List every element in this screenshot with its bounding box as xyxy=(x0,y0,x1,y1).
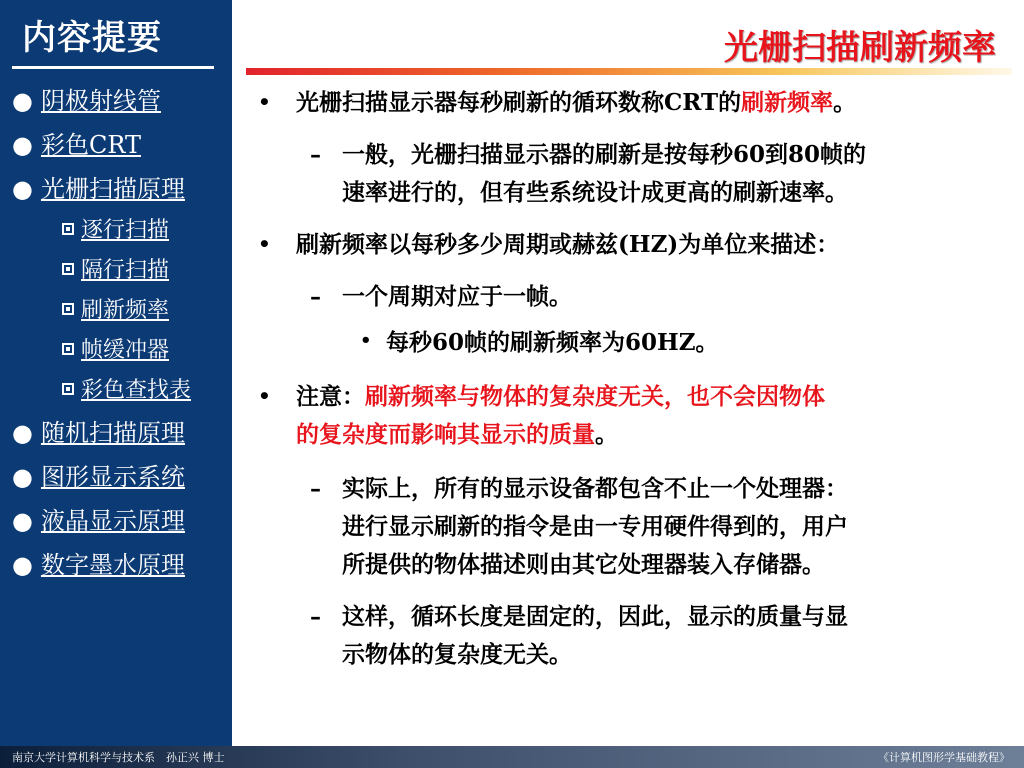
nav-item-random-scan[interactable] xyxy=(12,418,185,448)
point-3-sub-1-line-1: 实际上，所有的显示设备都包含不止一个处理器： xyxy=(342,475,848,502)
point-3-sub-1-line-2: 进行显示刷新的指令是由一专用硬件得到的，用户 xyxy=(342,513,848,540)
nav-item-cathode-ray-tube[interactable] xyxy=(12,86,161,116)
nav-item-color-crt[interactable] xyxy=(12,130,141,160)
bullet-dot-icon: ● xyxy=(12,463,33,491)
point-3-highlight: 刷新频率与物体的复杂度无关，也不会因物体 xyxy=(365,383,825,410)
nav-item-label: 阴极射线管 xyxy=(40,87,161,115)
square-bullet-icon xyxy=(62,263,74,275)
point-1-end: 。 xyxy=(833,89,857,116)
point-3-sub-2-line-2: 示物体的复杂度无关。 xyxy=(342,641,572,668)
nav-sub-color-lookup-table[interactable] xyxy=(62,377,191,405)
footer-bar xyxy=(0,746,1024,768)
point-1-text: 光栅扫描显示器每秒刷新的循环数称CRT的 xyxy=(296,89,742,116)
nav-item-label: 随机扫描原理 xyxy=(40,419,185,447)
footer-author: 南京大学计算机科学与技术系 孙正兴 博士 xyxy=(12,751,225,764)
nav-item-label: 光栅扫描原理 xyxy=(40,175,185,203)
nav-item-label: 图形显示系统 xyxy=(40,463,185,491)
nav-item-label: 彩色CRT xyxy=(40,131,141,159)
sidebar-title: 内容提要 xyxy=(22,18,162,58)
square-bullet-icon xyxy=(62,223,74,235)
point-3-sub-1-line-3: 所提供的物体描述则由其它处理器装入存储器。 xyxy=(342,551,825,578)
point-1-sub-line-2: 速率进行的，但有些系统设计成更高的刷新速率。 xyxy=(342,179,848,206)
nav-sub-label: 隔行扫描 xyxy=(81,258,170,283)
nav-sub-interlaced-scan[interactable] xyxy=(62,257,169,285)
bullet-dot-icon: ● xyxy=(12,175,33,203)
nav-item-graphics-display-system[interactable] xyxy=(12,462,185,492)
dash-marker: – xyxy=(310,476,321,502)
nav-sub-label: 逐行扫描 xyxy=(81,218,170,243)
nav-sub-label: 彩色查找表 xyxy=(81,378,192,403)
nav-sub-frame-buffer[interactable] xyxy=(62,337,169,365)
nav-sub-label: 刷新频率 xyxy=(81,298,170,323)
slide-title: 光栅扫描刷新频率 xyxy=(724,28,996,68)
nav-sub-progressive-scan[interactable] xyxy=(62,217,169,245)
footer-course: 《计算机图形学基础教程》 xyxy=(878,751,1010,764)
dash-marker: – xyxy=(310,142,321,168)
sidebar-divider xyxy=(12,66,214,69)
point-3-label: 注意： xyxy=(296,383,365,410)
nav-item-label: 液晶显示原理 xyxy=(40,507,185,535)
sidebar xyxy=(0,0,232,746)
point-1-sub-line-1: 一般，光栅扫描显示器的刷新是按每秒60到80帧的 xyxy=(342,141,867,168)
point-1-highlight: 刷新频率 xyxy=(741,89,834,116)
point-2-sub: 一个周期对应于一帧。 xyxy=(342,283,572,310)
bullet-marker: • xyxy=(258,232,271,256)
nav-item-lcd-principle[interactable] xyxy=(12,506,185,536)
bullet-dot-icon: ● xyxy=(12,419,33,447)
point-3-sub-2-line-1: 这样，循环长度是固定的，因此，显示的质量与显 xyxy=(342,603,848,630)
square-bullet-icon xyxy=(62,303,74,315)
square-bullet-icon xyxy=(62,383,74,395)
dash-marker: – xyxy=(310,604,321,630)
point-3-highlight-cont: 的复杂度而影响其显示的质量 xyxy=(296,421,595,448)
point-3-line-1 xyxy=(296,378,825,416)
sub-bullet-marker: • xyxy=(360,330,372,351)
point-2-subsub: 每秒60帧的刷新频率为60HZ。 xyxy=(386,329,719,356)
point-1 xyxy=(296,84,856,122)
bullet-dot-icon: ● xyxy=(12,507,33,535)
point-2: 刷新频率以每秒多少周期或赫兹(HZ)为单位来描述： xyxy=(296,231,840,258)
point-3-end: 。 xyxy=(595,421,618,448)
bullet-marker: • xyxy=(258,90,271,114)
point-3-line-2 xyxy=(296,416,618,454)
title-gradient-bar xyxy=(246,68,1012,75)
nav-sub-refresh-rate[interactable] xyxy=(62,297,169,325)
nav-item-raster-scan[interactable] xyxy=(12,174,185,204)
nav-item-label: 数字墨水原理 xyxy=(40,551,185,579)
bullet-dot-icon: ● xyxy=(12,87,33,115)
square-bullet-icon xyxy=(62,343,74,355)
dash-marker: – xyxy=(310,284,321,310)
nav-item-digital-ink[interactable] xyxy=(12,550,185,580)
nav-sub-label: 帧缓冲器 xyxy=(81,338,170,363)
bullet-dot-icon: ● xyxy=(12,131,33,159)
bullet-dot-icon: ● xyxy=(12,551,33,579)
bullet-marker: • xyxy=(258,384,271,408)
